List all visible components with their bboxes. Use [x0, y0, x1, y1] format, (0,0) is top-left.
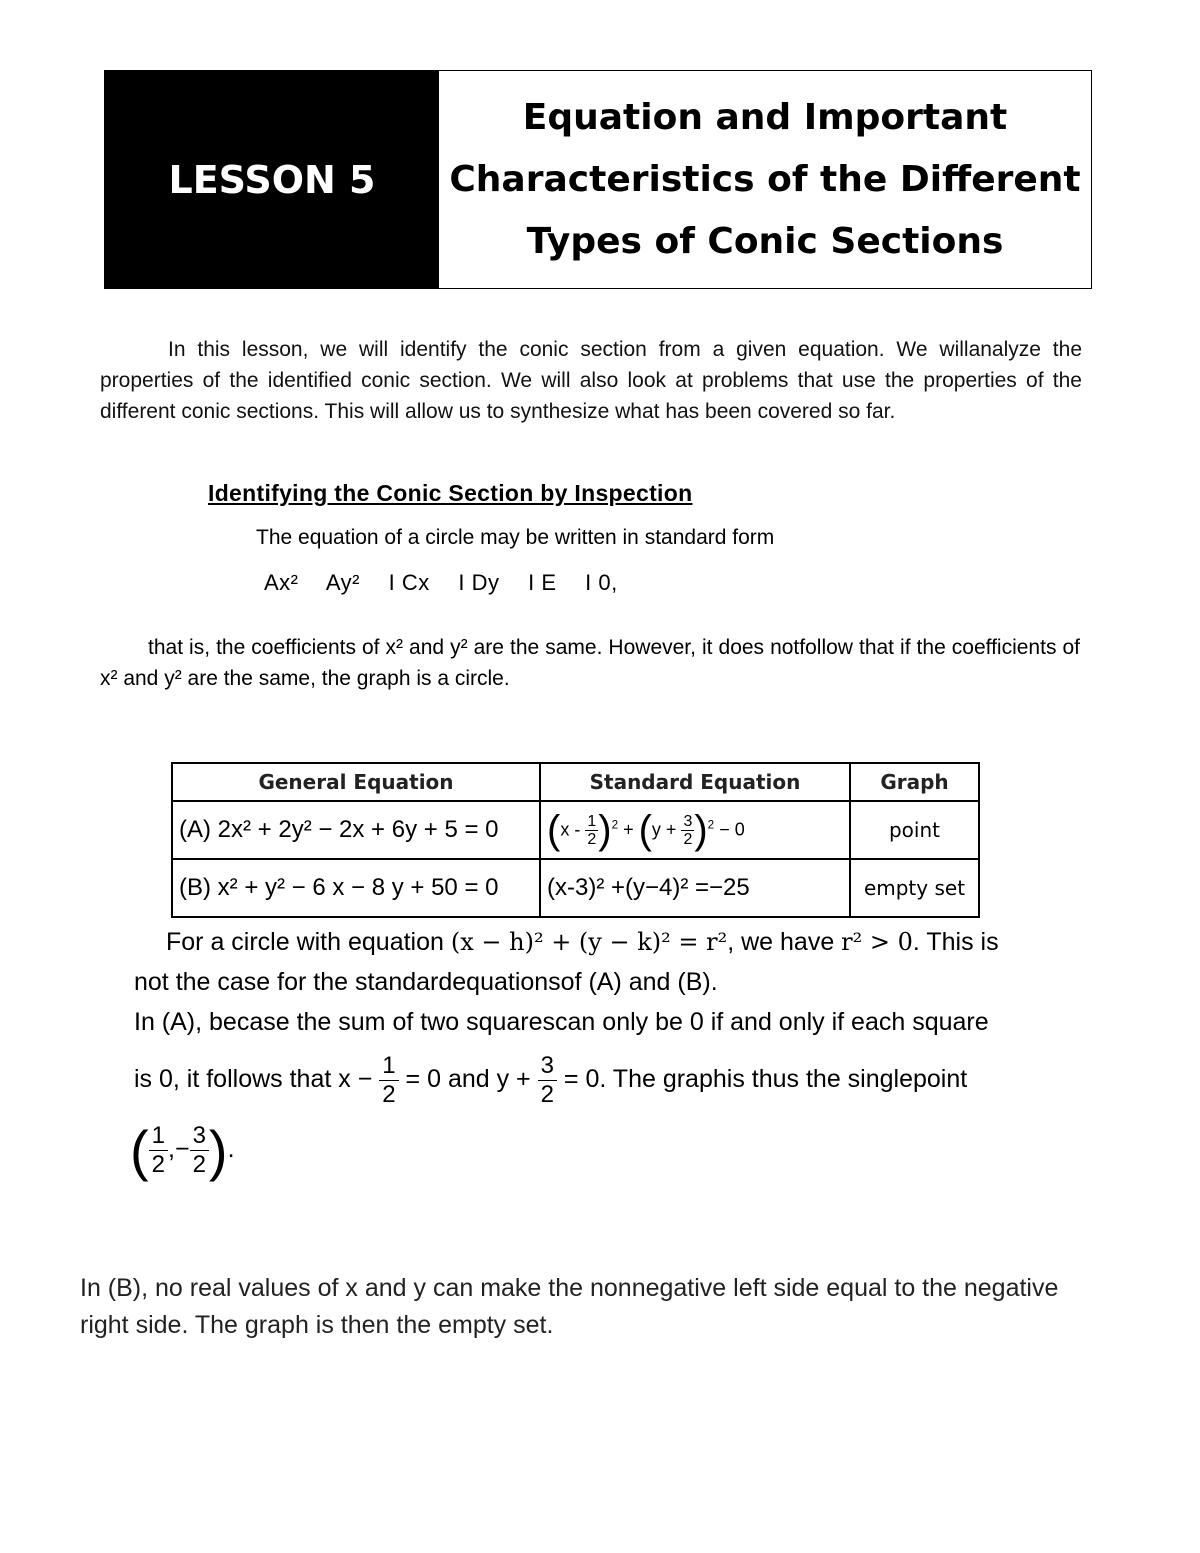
title-line: Types of Conic Sections [526, 220, 1004, 262]
lesson-header [104, 70, 1092, 289]
table-row [172, 859, 979, 917]
intro-text: In this lesson, we will identify the conic section from a given equation. We willanalyze the properties of the identified conic section. We will also look at problems that use the properties of the different conic sections. This will allow us to synthesize what has been covered so far. [100, 338, 1082, 423]
column-header: Graph [850, 763, 979, 801]
column-header: General Equation [172, 763, 540, 801]
intro-paragraph [100, 334, 1082, 427]
table-row [172, 801, 979, 859]
explanation-block [134, 922, 1114, 1109]
lesson-title [439, 71, 1091, 288]
lesson-label: LESSON 5 [105, 71, 439, 288]
formula-term: Ax² [264, 570, 299, 595]
formula-term: I E [528, 570, 557, 595]
title-line: Characteristics of the Different [449, 158, 1081, 200]
formula-term: I Dy [458, 570, 500, 595]
graph-cell: empty set [850, 859, 979, 917]
section-heading: Identifying the Conic Section by Inspection [208, 480, 693, 506]
single-point: ( $\frac{1}{2}$ ,− $\frac{3}{2}$ ). [130, 1119, 235, 1182]
coefficients-paragraph [100, 632, 1080, 694]
formula-term: I Cx [388, 570, 430, 595]
final-paragraph: In (B), no real values of x and y can make the nonnegative left side equal to the negative right side. The graph is then the empty set. [80, 1274, 1059, 1339]
explanation-line: In (A), becase the sum of two squarescan only be 0 if and only if each square [134, 1008, 989, 1036]
formula-term: I 0, [585, 570, 618, 595]
general-formula [264, 570, 640, 596]
explanation-line: is 0, it follows that x − $\frac{1}{2}$ = 0 and y + $\frac{3}{2}$ = 0. The graphis thus the singlepoint [134, 1052, 968, 1108]
coefficients-text: that is, the coefficients of x² and y² are the same. However, it does notfollow that if the coefficients of x² and y² are the same, the graph is a circle. [100, 636, 1080, 690]
table-header-row [172, 763, 979, 801]
explanation-line: not the case for the standardequationsof (A) and (B). [134, 968, 718, 996]
standard-equation-cell: (x - $\frac{1}{2}$ )$^2$ + (y + $\frac{3}{2}$ )$^2$ − 0 [540, 801, 850, 859]
circle-intro-line: The equation of a circle may be written in standard form [256, 526, 775, 549]
explanation-line: For a circle with equation (x − h)² + (y − k)² = r², we have r² > 0. This is [166, 928, 999, 956]
standard-equation-cell: (x-3)² +(y−4)² =−25 [540, 859, 850, 917]
title-line: Equation and Important [522, 96, 1008, 138]
general-equation-cell: (A) 2x² + 2y² − 2x + 6y + 5 = 0 [172, 801, 540, 859]
equations-table [171, 762, 980, 918]
graph-cell: point [850, 801, 979, 859]
general-equation-cell: (B) x² + y² − 6 x − 8 y + 50 = 0 [172, 859, 540, 917]
column-header: Standard Equation [540, 763, 850, 801]
formula-term: Ay² [325, 570, 361, 595]
